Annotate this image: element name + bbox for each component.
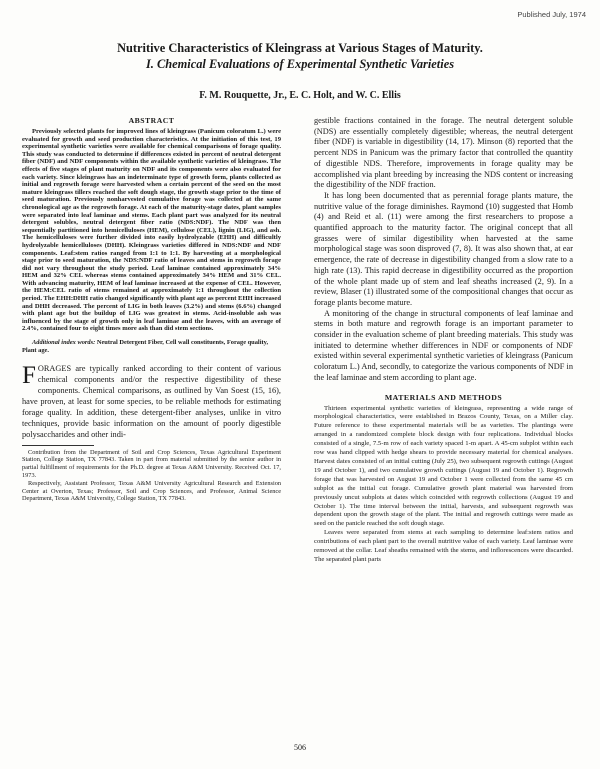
- footnote-rule: [22, 445, 94, 446]
- methods-paragraph-1: Thirteen experimental synthetic varieties of kleingrass, representing a wide range of morphological characteristics, were established in Brazos County, Texas, on a Miller clay. Future reference to these experimental materials will be as varieties. The plantings were arranged in a randomized complete block design with four replications. Individual blocks consisted of a single, 7.5-m row of each variety spaced 1-m apart. A 45-cm subplot within each row was hand clipped with hedge shears to provide necessary material for chemical analyses. Harvest dates consisted of an initial cutting (July 25), two subsequent regrowth cuttings (August 19 and October 1), and two cumulative growth cuttings (August 19 and October 1). Regrowth forage that was harvested on August 19 and October 1 were collected from the same 45 cm subplot as the initial cut forage. Cumulative growth plant material was harvested from previously uncut subplots at dates which coincided with regrowth collections (August 19 and October 1). The time interval between the initial, harvests, and subsequent regrowth was dependent upon the growth stage of the plant. The initial and regrowth cuttings were made as seed on the panicle reached the soft dough stage.: [314, 404, 573, 528]
- page-number: 506: [294, 743, 306, 752]
- index-words-text: Neutral Detergent Fiber, Cell wall constituents, Forage quality, Plant age.: [22, 339, 269, 354]
- author-list: F. M. Rouquette, Jr., E. C. Holt, and W. C. Ellis: [199, 90, 401, 101]
- materials-methods-heading: MATERIALS AND METHODS: [384, 392, 503, 402]
- footnote-2: Respectively, Assistant Professor, Texas A&M University Agricultural Research and Extension Center at Overton, Texas; Professor, Soil and Crop Sciences, and Professor, Animal Science Department, Texas A&M University, College Station, TX 77843.: [22, 479, 281, 503]
- additional-index-words: [22, 339, 281, 354]
- abstract-text: Previously selected plants for improved lines of kleingrass (Panicum coloratum L.) were evaluated for growth and seed production characteristics. At the initiation of this test, 19 experimental synthetic varieties were available for chemical comparisons of forage quality. This study was conducted to determine if differences existed in percent of neutral detergent fiber (NDF) and NDF components within the available synthetic varieties of kleingrass. The effects of five stages of plant maturity on NDF and its components were also evaluated for each variety. Since kleingrass has an indeterminate type of growth form, plants collected as initial and regrowth forage were harvested when a certain percent of the seed on the most mature kleingrass tillers reached the soft dough stage, the growth stage prior to the time of seed maturation. Previously nonharvested cumulative forage was collected at the same chronological age as the regrowth forage. At each of the maturity-stage dates, plant samples were separated into leaf laminae and stems. Each plant part was analyzed for its neutral detergent solubles, neutral detergent fiber ratio (NDS:NDF). The NDF was then sequentially partitioned into hemicelluloses (HEM), cellulose (CEL), lignin (LIG), and ash. The hemicelluloses were further divided into easily hydrolyzable (EHH) and difficultly hydrolyzable hemicelluloses (DHH). Kleingrass varieties differed in NDS:NDF and NDF components. Leaf:stem ratios ranged from 1:1 to 1:1. By harvesting at a morphological stage prior to seed maturation, the NDS:NDF ratio of leaves and stems in regrowth forage did not vary throughout the study period. Leaf laminae contained approximately 34% HEM and 32% CEL whereas stems contained approximately 34% HEM and 31% CEL. With advancing maturity, HEM of leaf laminae increased at the expense of CEL. However, the HEM:CEL ratio of stems remained at approximately 1:1 throughout the collection period. The EHH:DHH ratio changed significantly with plant age as percent EHH increased and DHH decreased. The percent of LIG in both leaves (3.2%) and stems (6.6%) changed with plant age but the buildup of LIG was greatest in stems. Acid-insoluble ash was influenced by the stage of growth only in leaf laminae and the leaves, with an average of 2.4%, contained four to eight times more ash than did stem sections.: [22, 128, 281, 333]
- abstract-heading: ABSTRACT: [128, 116, 175, 125]
- intro-text: ORAGES are typically ranked according to their content of various chemical components and/or the respective digestibility of these components. Chemical comparisons, as outlined by Van Soest (15, 16), have proven, at least for some species, to be reliable methods for estimating forage quality. In addition, these detergent-fiber analyses, unlike in vitro techniques, provide basic information on the amount of poorly digestible polysaccharides and other indi-: [22, 364, 281, 439]
- intro-continued: [314, 116, 573, 384]
- introduction: [22, 364, 281, 440]
- footnote-1: Contribution from the Department of Soil and Crop Sciences, Texas Agricultural Experiment Station, College Station, TX 77843. Taken in part from material submitted by the senior author in partial fulfillment of requirements for the Ph.D. degree at Texas A&M University. Received Oct. 17, 1973.: [22, 448, 281, 479]
- publication-date: Published July, 1974: [517, 10, 586, 19]
- abstract-body: [22, 128, 281, 333]
- right-column: [314, 116, 573, 565]
- left-column: [22, 116, 281, 503]
- footnotes: [22, 449, 281, 504]
- index-words-label: Additional index words:: [32, 339, 96, 347]
- materials-methods-body: [314, 405, 573, 565]
- paragraph-2: It has long been documented that as perennial forage plants mature, the nutritive value of the forage diminishes. Raymond (10) suggested that Homb (4) and Reid et al. (11) were among the first researchers to propose a quantified approach to the maturity factor. The original concept that all grasses were of similar digestibility when harvested at the same morphological stage was soon disproved (7, 8). It was also shown that, at ear emergence, the rate of decrease in digestibility changed from a slow rate to a high rate (13). This rapid decrease in digestibility occurred as the proportion of the whole plant made up of stem and leaf sheaths increased (2, 9). In a review, Blaser (1) illustrated some of the compositional changes that occur as forage plants become mature.: [314, 190, 573, 307]
- paragraph-3: A monitoring of the change in structural components of leaf laminae and stems in both mature and regrowth forage is an important parameter to consider in the evaluation scheme of plant breeding materials. This study was initiated to determine whether differences in NDF or components of NDF existed within several experimental synthetic varieties of kleingrass (Panicum coloratum L.) And, secondly, to categorize the various components of NDF in the leaf laminae and stem according to plant age.: [314, 308, 573, 382]
- title-line-1: Nutritive Characteristics of Kleingrass at Various Stages of Maturity.: [117, 41, 483, 55]
- methods-paragraph-2: Leaves were separated from stems at each sampling to determine leaf:stem ratios and contributions of each plant part to the overall nutritive value of each variety. Leaf laminae were removed at the collar. Leaf sheaths remained with the stems, and inflorescences were discarded. The separated plant parts: [314, 529, 573, 563]
- paper-title: [0, 40, 600, 72]
- drop-cap: F: [22, 362, 36, 390]
- title-line-2: I. Chemical Evaluations of Experimental Synthetic Varieties: [145, 57, 455, 71]
- paragraph-1: gestible fractions contained in the forage. The neutral detergent soluble (NDS) are essentially completely digestible; whereas, the neutral detergent fiber (NDF) is variable in digestibility (14, 17). Minson (8) reported that the percent NDS in Panicum was the primary factor that controlled the quantity of digestible NDS. Therefore, improvements in forage quality may be accomplished via plant breeding by increasing the NDS content or increasing the digestibility of the NDF fraction.: [314, 116, 573, 190]
